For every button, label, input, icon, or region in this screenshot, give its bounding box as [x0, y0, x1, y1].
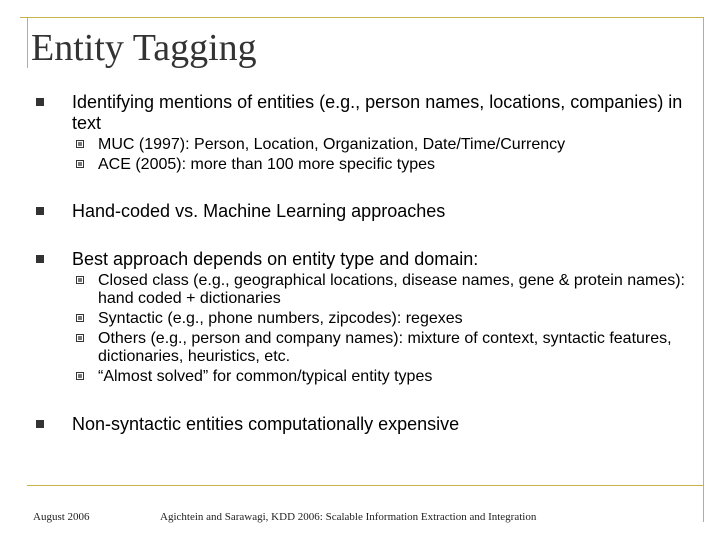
sub-bullet-text: Others (e.g., person and company names): mixture of context, syntactic features, dictionaries, heuristics, etc.	[98, 330, 672, 365]
hollow-square-bullet-icon	[76, 140, 84, 148]
footer-date: August 2006	[33, 511, 90, 523]
bullet-group-2	[36, 201, 696, 222]
sub-bullet-item	[36, 136, 696, 154]
sub-bullet-text: “Almost solved” for common/typical entity types	[98, 368, 433, 385]
bullet-text: Hand-coded vs. Machine Learning approaches	[72, 201, 446, 221]
bullet-item	[36, 201, 696, 222]
hollow-square-bullet-icon	[76, 276, 84, 284]
slide-content	[36, 92, 696, 435]
slide-frame-top	[20, 17, 704, 18]
bullet-text: Best approach depends on entity type and domain:	[72, 249, 479, 269]
footer-citation: Agichtein and Sarawagi, KDD 2006: Scalable Information Extraction and Integration	[160, 511, 537, 523]
bullet-item	[36, 249, 696, 270]
sub-bullet-item	[36, 368, 696, 386]
hollow-square-bullet-icon	[76, 372, 84, 380]
bullet-group-4	[36, 414, 696, 435]
slide-frame-left	[27, 17, 28, 68]
sub-bullet-item	[36, 156, 696, 174]
square-bullet-icon	[36, 255, 44, 263]
slide-title: Entity Tagging	[31, 27, 257, 69]
sub-bullet-text: ACE (2005): more than 100 more specific types	[98, 156, 436, 173]
sub-bullet-text: Closed class (e.g., geographical locations, disease names, gene & protein names): hand coded + dictionaries	[98, 272, 685, 307]
bullet-item	[36, 414, 696, 435]
bullet-text: Identifying mentions of entities (e.g., person names, locations, companies) in text	[72, 92, 683, 133]
bullet-item	[36, 92, 696, 134]
square-bullet-icon	[36, 98, 44, 106]
sub-bullet-item	[36, 310, 696, 328]
bullet-group-3	[36, 249, 696, 386]
sub-bullet-item	[36, 272, 696, 308]
square-bullet-icon	[36, 207, 44, 215]
hollow-square-bullet-icon	[76, 334, 84, 342]
bullet-text: Non-syntactic entities computationally expensive	[72, 414, 460, 434]
bullet-group-1	[36, 92, 696, 174]
hollow-square-bullet-icon	[76, 314, 84, 322]
slide-frame-right	[703, 17, 704, 522]
slide-frame-bottom	[27, 485, 704, 486]
sub-bullet-item	[36, 330, 696, 366]
sub-bullet-text: Syntactic (e.g., phone numbers, zipcodes): regexes	[98, 310, 463, 327]
sub-bullet-text: MUC (1997): Person, Location, Organization, Date/Time/Currency	[98, 136, 566, 153]
square-bullet-icon	[36, 420, 44, 428]
hollow-square-bullet-icon	[76, 160, 84, 168]
